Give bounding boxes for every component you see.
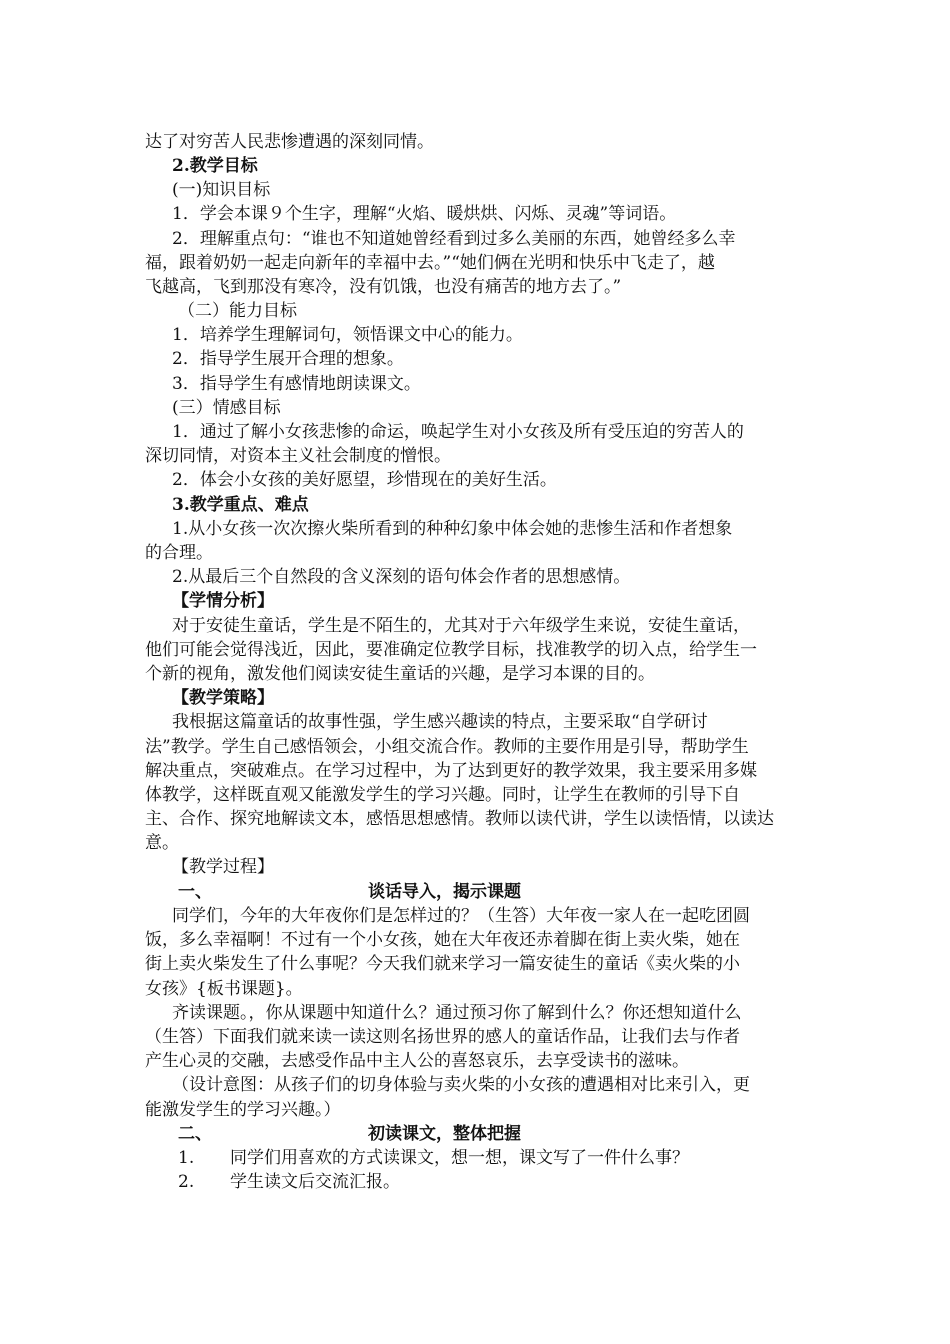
list-item: 2．体会小女孩的美好愿望，珍惜现在的美好生活。 — [172, 470, 557, 490]
list-item: 2．理解重点句：“谁也不知道她曾经看到过多么美丽的东西，她曾经多么幸 — [172, 229, 736, 249]
list-item: 2.从最后三个自然段的含义深刻的语句体会作者的思想感情。 — [172, 567, 631, 587]
section-number: 二、 — [178, 1124, 212, 1144]
paragraph-line: 解决重点，突破难点。在学习过程中，为了达到更好的教学效果，我主要采用多媒 — [145, 761, 757, 781]
section-heading-key-points: 3.教学重点、难点 — [172, 495, 309, 515]
paragraph-line: 齐读课题。，你从课题中知道什么？通过预习你了解到什么？你还想知道什么 — [172, 1003, 742, 1023]
paragraph-line: 意。 — [145, 833, 179, 853]
paragraph-line: 同学们，今年的大年夜你们是怎样过的？（生答）大年夜一家人在一起吃团圆 — [172, 906, 750, 926]
section-title: 初读课文，整体把握 — [368, 1124, 521, 1144]
paragraph-line: 主、合作、探究地解读文本，感悟思想感情。教师以读代讲，学生以读悟情，以读达 — [145, 809, 774, 829]
list-item: 1．通过了解小女孩悲惨的命运，唤起学生对小女孩及所有受压迫的穷苦人的 — [172, 422, 744, 442]
subheading-knowledge-goals: (一)知识目标 — [172, 180, 271, 200]
paragraph-line: （生答）下面我们就来读一读这则名扬世界的感人的童话作品，让我们去与作者 — [145, 1027, 740, 1047]
subheading-emotion-goals: (三）情感目标 — [172, 398, 281, 418]
paragraph-line: 达了对穷苦人民悲惨遭遇的深刻同情。 — [145, 132, 434, 152]
list-item: 1.从小女孩一次次擦火柴所看到的种种幻象中体会她的悲惨生活和作者想象 — [172, 519, 733, 539]
step-text: 学生读文后交流汇报。 — [230, 1172, 400, 1192]
list-item: 1．培养学生理解词句，领悟课文中心的能力。 — [172, 325, 523, 345]
paragraph-line: 饭，多么幸福啊！不过有一个小女孩，她在大年夜还赤着脚在街上卖火柴，她在 — [145, 930, 740, 950]
paragraph-line: 对于安徒生童话，学生是不陌生的，尤其对于六年级学生来说，安徒生童话， — [172, 616, 750, 636]
step-number: 2. — [178, 1172, 195, 1192]
section-heading-teaching-strategy: 【教学策略】 — [172, 688, 274, 708]
paragraph-line: 他们可能会觉得浅近，因此，要准确定位教学目标，找准教学的切入点，给学生一 — [145, 640, 757, 660]
paragraph-line: 产生心灵的交融，去感受作品中主人公的喜怒哀乐，去享受读书的滋味。 — [145, 1051, 689, 1071]
paragraph-line: 深切同情，对资本主义社会制度的憎恨。 — [145, 446, 451, 466]
paragraph-line: 能激发学生的学习兴趣。） — [145, 1100, 341, 1120]
paragraph-line: 的合理。 — [145, 543, 213, 563]
step-text: 同学们用喜欢的方式读课文，想一想，课文写了一件什么事？ — [230, 1148, 689, 1168]
list-item: 2．指导学生展开合理的想象。 — [172, 349, 404, 369]
section-heading-learning-analysis: 【学情分析】 — [172, 591, 274, 611]
paragraph-line: 飞越高，飞到那没有寒冷，没有饥饿，也没有痛苦的地方去了。” — [145, 277, 622, 297]
section-number: 一、 — [178, 882, 212, 902]
paragraph-line: 女孩》{板书课题}。 — [145, 979, 303, 999]
section-heading-teaching-goals: 2.教学目标 — [172, 156, 258, 176]
subheading-ability-goals: （二）能力目标 — [178, 301, 297, 321]
paragraph-line: 法”教学。学生自己感悟领会，小组交流合作。教师的主要作用是引导，帮助学生 — [145, 737, 749, 757]
paragraph-line: （设计意图：从孩子们的切身体验与卖火柴的小女孩的遭遇相对比来引入，更 — [172, 1075, 750, 1095]
section-title: 谈话导入，揭示课题 — [368, 882, 521, 902]
list-item: 3．指导学生有感情地朗读课文。 — [172, 374, 421, 394]
paragraph-line: 我根据这篇童话的故事性强，学生感兴趣读的特点，主要采取“自学研讨 — [172, 712, 708, 732]
list-item: 1．学会本课９个生字，理解“火焰、暖烘烘、闪烁、灵魂”等词语。 — [172, 204, 677, 224]
section-heading-teaching-process: 【教学过程】 — [172, 857, 274, 877]
paragraph-line: 福，跟着奶奶一起走向新年的幸福中去。”“她们俩在光明和快乐中飞走了，越 — [145, 253, 715, 273]
paragraph-line: 体教学，这样既直观又能激发学生的学习兴趣。同时，让学生在教师的引导下自 — [145, 785, 740, 805]
paragraph-line: 街上卖火柴发生了什么事呢？今天我们就来学习一篇安徒生的童话《卖火柴的小 — [145, 954, 740, 974]
paragraph-line: 个新的视角，激发他们阅读安徒生童话的兴趣，是学习本课的目的。 — [145, 664, 655, 684]
step-number: 1. — [178, 1148, 195, 1168]
